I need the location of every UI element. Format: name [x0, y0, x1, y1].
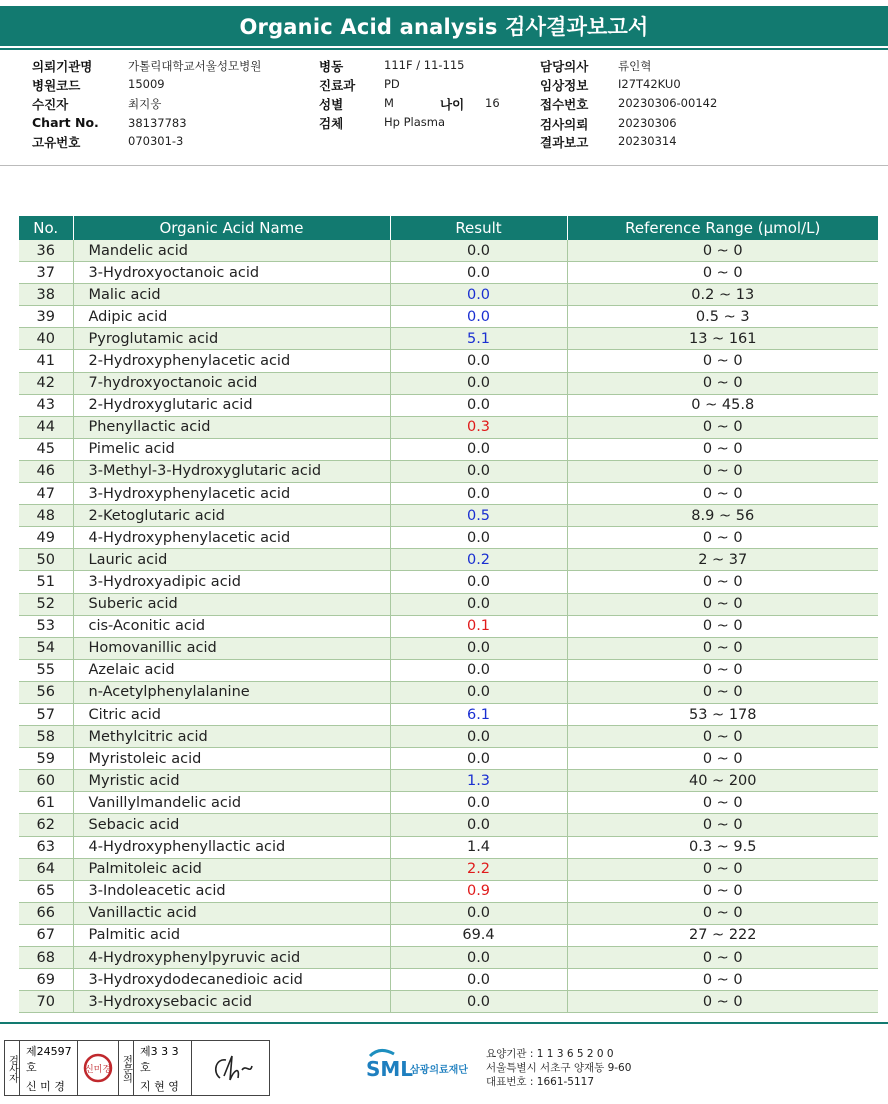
result-value: 69.4: [390, 924, 567, 946]
examiner-name: 신 미 경: [26, 1079, 65, 1093]
specialist-info: [134, 1041, 192, 1095]
row-number: 55: [19, 659, 73, 681]
doctor-label: 담당의사: [540, 59, 589, 74]
reference-range: 0 ~ 0: [567, 726, 878, 748]
header-reference: Reference Range (μmol/L): [567, 216, 878, 240]
result-value: 0.0: [390, 571, 567, 593]
result-value: 0.0: [390, 306, 567, 328]
reference-range: 0 ~ 0: [567, 902, 878, 924]
result-value: 0.0: [390, 394, 567, 416]
acid-name: Suberic acid: [73, 593, 390, 615]
reference-range: 0 ~ 0: [567, 372, 878, 394]
reference-range: 0 ~ 0: [567, 659, 878, 681]
row-number: 54: [19, 637, 73, 659]
row-number: 39: [19, 306, 73, 328]
reference-range: 0 ~ 0: [567, 438, 878, 460]
acid-name: 3-Indoleacetic acid: [73, 880, 390, 902]
row-number: 61: [19, 792, 73, 814]
row-number: 60: [19, 770, 73, 792]
row-number: 43: [19, 394, 73, 416]
results-table: [19, 216, 878, 1013]
age: 16: [485, 96, 500, 110]
result-value: 0.0: [390, 902, 567, 924]
reference-range: 0 ~ 0: [567, 792, 878, 814]
table-row: [19, 483, 878, 505]
svg-text:신미경: 신미경: [84, 1065, 112, 1075]
row-number: 44: [19, 416, 73, 438]
table-row: [19, 615, 878, 637]
table-row: [19, 262, 878, 284]
table-row: [19, 350, 878, 372]
row-number: 38: [19, 284, 73, 306]
reference-range: 8.9 ~ 56: [567, 505, 878, 527]
reference-range: 0 ~ 0: [567, 681, 878, 703]
table-row: [19, 394, 878, 416]
divider: [0, 165, 888, 166]
receipt-no: 20230306-00142: [618, 96, 718, 110]
result-value: 0.9: [390, 880, 567, 902]
handwritten-signature-icon: [192, 1041, 269, 1095]
result-value: 0.0: [390, 947, 567, 969]
acid-name: 3-Hydroxyadipic acid: [73, 571, 390, 593]
acid-name: 2-Hydroxyphenylacetic acid: [73, 350, 390, 372]
table-row: [19, 571, 878, 593]
acid-name: 2-Ketoglutaric acid: [73, 505, 390, 527]
acid-name: 7-hydroxyoctanoic acid: [73, 372, 390, 394]
table-row: [19, 858, 878, 880]
divider: [0, 48, 888, 50]
table-row: [19, 460, 878, 482]
chart-no-label: Chart No.: [32, 115, 99, 130]
result-value: 0.2: [390, 549, 567, 571]
specialist-name: 지 현 영: [140, 1079, 179, 1093]
row-number: 37: [19, 262, 73, 284]
examinee-label: 수진자: [32, 97, 69, 112]
header-no: No.: [19, 216, 73, 240]
table-row: [19, 306, 878, 328]
row-number: 46: [19, 460, 73, 482]
test-request-date: 20230306: [618, 116, 677, 130]
reference-range: 27 ~ 222: [567, 924, 878, 946]
department-label: 진료과: [319, 78, 356, 93]
test-request-label: 검사의뢰: [540, 117, 589, 132]
org-address: 서울특별시 서초구 양재동 9-60: [486, 1062, 632, 1074]
row-number: 51: [19, 571, 73, 593]
result-value: 0.0: [390, 659, 567, 681]
row-number: 41: [19, 350, 73, 372]
examiner-heading: 검사자: [5, 1041, 20, 1095]
acid-name: 3-Hydroxydodecanedioic acid: [73, 969, 390, 991]
acid-name: 3-Hydroxyoctanoic acid: [73, 262, 390, 284]
reference-range: 0 ~ 0: [567, 991, 878, 1013]
table-row: [19, 703, 878, 725]
sex: M: [384, 96, 394, 110]
row-number: 64: [19, 858, 73, 880]
table-row: [19, 836, 878, 858]
row-number: 50: [19, 549, 73, 571]
examiner-info: [20, 1041, 78, 1095]
receipt-no-label: 접수번호: [540, 97, 589, 112]
specimen-label: 검체: [319, 116, 344, 131]
acid-name: 3-Hydroxysebacic acid: [73, 991, 390, 1013]
table-row: [19, 372, 878, 394]
acid-name: Myristoleic acid: [73, 748, 390, 770]
table-row: [19, 991, 878, 1013]
row-number: 42: [19, 372, 73, 394]
table-row: [19, 681, 878, 703]
table-row: [19, 969, 878, 991]
ward: 111F / 11-115: [384, 58, 465, 72]
row-number: 48: [19, 505, 73, 527]
unique-no: 070301-3: [128, 134, 184, 148]
acid-name: Pyroglutamic acid: [73, 328, 390, 350]
acid-name: Palmitic acid: [73, 924, 390, 946]
reference-range: 53 ~ 178: [567, 703, 878, 725]
row-number: 58: [19, 726, 73, 748]
reference-range: 0.5 ~ 3: [567, 306, 878, 328]
age-label: 나이: [440, 97, 465, 112]
result-value: 0.0: [390, 372, 567, 394]
reference-range: 0 ~ 0: [567, 483, 878, 505]
result-value: 6.1: [390, 703, 567, 725]
row-number: 62: [19, 814, 73, 836]
doctor: 류인혁: [618, 59, 652, 73]
reference-range: 0 ~ 0: [567, 527, 878, 549]
patient-info: [0, 52, 888, 164]
result-value: 0.5: [390, 505, 567, 527]
reference-range: 0 ~ 0: [567, 969, 878, 991]
table-row: [19, 637, 878, 659]
acid-name: Methylcitric acid: [73, 726, 390, 748]
header-name: Organic Acid Name: [73, 216, 390, 240]
result-value: 0.0: [390, 748, 567, 770]
table-row: [19, 726, 878, 748]
examiner-license: 제24597호: [26, 1044, 72, 1074]
row-number: 53: [19, 615, 73, 637]
specialist-heading: 전문의: [119, 1041, 134, 1095]
acid-name: Citric acid: [73, 703, 390, 725]
table-row: [19, 792, 878, 814]
reference-range: 0 ~ 0: [567, 947, 878, 969]
unique-no-label: 고유번호: [32, 135, 81, 150]
reference-range: 0.3 ~ 9.5: [567, 836, 878, 858]
result-value: 0.3: [390, 416, 567, 438]
table-row: [19, 924, 878, 946]
row-number: 45: [19, 438, 73, 460]
acid-name: Mandelic acid: [73, 240, 390, 262]
table-row: [19, 947, 878, 969]
reference-range: 0 ~ 0: [567, 571, 878, 593]
header-result: Result: [390, 216, 567, 240]
reference-range: 0 ~ 0: [567, 240, 878, 262]
acid-name: Myristic acid: [73, 770, 390, 792]
reference-range: 0 ~ 0: [567, 748, 878, 770]
result-value: 0.0: [390, 969, 567, 991]
acid-name: Vanillactic acid: [73, 902, 390, 924]
row-number: 66: [19, 902, 73, 924]
table-row: [19, 814, 878, 836]
reference-range: 0 ~ 45.8: [567, 394, 878, 416]
clinical-info: I27T42KU0: [618, 77, 681, 91]
row-number: 52: [19, 593, 73, 615]
row-number: 68: [19, 947, 73, 969]
acid-name: cis-Aconitic acid: [73, 615, 390, 637]
acid-name: 3-Methyl-3-Hydroxyglutaric acid: [73, 460, 390, 482]
svg-text:삼광의료재단: 삼광의료재단: [410, 1065, 468, 1076]
reference-range: 0 ~ 0: [567, 460, 878, 482]
result-value: 0.0: [390, 991, 567, 1013]
row-number: 59: [19, 748, 73, 770]
table-row: [19, 748, 878, 770]
row-number: 67: [19, 924, 73, 946]
reference-range: 0 ~ 0: [567, 350, 878, 372]
result-value: 0.0: [390, 262, 567, 284]
acid-name: Phenyllactic acid: [73, 416, 390, 438]
result-value: 1.3: [390, 770, 567, 792]
result-value: 0.0: [390, 240, 567, 262]
clinical-info-label: 임상정보: [540, 78, 589, 93]
acid-name: 4-Hydroxyphenyllactic acid: [73, 836, 390, 858]
acid-name: Vanillylmandelic acid: [73, 792, 390, 814]
result-value: 0.0: [390, 527, 567, 549]
acid-name: Malic acid: [73, 284, 390, 306]
result-value: 0.0: [390, 726, 567, 748]
hospital-code: 15009: [128, 77, 165, 91]
row-number: 40: [19, 328, 73, 350]
result-value: 0.0: [390, 681, 567, 703]
reference-range: 0 ~ 0: [567, 416, 878, 438]
chart-no: 38137783: [128, 116, 187, 130]
table-row: [19, 770, 878, 792]
row-number: 63: [19, 836, 73, 858]
department: PD: [384, 77, 400, 91]
table-row: [19, 416, 878, 438]
results-table-container: [19, 216, 878, 1013]
row-number: 69: [19, 969, 73, 991]
specimen: Hp Plasma: [384, 115, 446, 129]
result-report-date: 20230314: [618, 134, 677, 148]
requesting-institution-label: 의뢰기관명: [32, 59, 93, 74]
acid-name: Lauric acid: [73, 549, 390, 571]
table-header-row: [19, 216, 878, 240]
reference-range: 0 ~ 0: [567, 615, 878, 637]
table-row: [19, 505, 878, 527]
row-number: 57: [19, 703, 73, 725]
reference-range: 0.2 ~ 13: [567, 284, 878, 306]
row-number: 49: [19, 527, 73, 549]
table-row: [19, 659, 878, 681]
result-value: 0.1: [390, 615, 567, 637]
row-number: 70: [19, 991, 73, 1013]
acid-name: Palmitoleic acid: [73, 858, 390, 880]
result-value: 2.2: [390, 858, 567, 880]
acid-name: Azelaic acid: [73, 659, 390, 681]
reference-range: 40 ~ 200: [567, 770, 878, 792]
reference-range: 0 ~ 0: [567, 593, 878, 615]
table-row: [19, 328, 878, 350]
result-value: 0.0: [390, 483, 567, 505]
result-value: 5.1: [390, 328, 567, 350]
ward-label: 병동: [319, 59, 344, 74]
row-number: 56: [19, 681, 73, 703]
svg-text:SML: SML: [366, 1057, 414, 1081]
hospital-code-label: 병원코드: [32, 78, 81, 93]
table-row: [19, 527, 878, 549]
acid-name: Homovanillic acid: [73, 637, 390, 659]
result-value: 0.0: [390, 792, 567, 814]
specialist-license: 제3 3 3 호: [140, 1044, 179, 1074]
table-row: [19, 240, 878, 262]
acid-name: Adipic acid: [73, 306, 390, 328]
acid-name: 3-Hydroxyphenylacetic acid: [73, 483, 390, 505]
acid-name: Pimelic acid: [73, 438, 390, 460]
report-title: Organic Acid analysis 검사결과보고서: [0, 6, 888, 46]
sml-logo: [366, 1046, 486, 1086]
care-institution-no: 요양기관 : 1 1 3 6 5 2 0 0: [486, 1048, 614, 1060]
divider: [0, 1022, 888, 1024]
signature-box: [4, 1040, 270, 1096]
result-value: 0.0: [390, 284, 567, 306]
result-value: 0.0: [390, 637, 567, 659]
requesting-institution: 가톨릭대학교서울성모병원: [128, 59, 262, 73]
result-value: 1.4: [390, 836, 567, 858]
org-phone: 대표번호 : 1661-5117: [486, 1076, 595, 1088]
table-row: [19, 438, 878, 460]
acid-name: 4-Hydroxyphenylacetic acid: [73, 527, 390, 549]
row-number: 47: [19, 483, 73, 505]
reference-range: 0 ~ 0: [567, 880, 878, 902]
table-row: [19, 880, 878, 902]
reference-range: 2 ~ 37: [567, 549, 878, 571]
organization-info: [486, 1047, 631, 1089]
reference-range: 0 ~ 0: [567, 858, 878, 880]
table-row: [19, 593, 878, 615]
acid-name: Sebacic acid: [73, 814, 390, 836]
result-value: 0.0: [390, 593, 567, 615]
result-value: 0.0: [390, 460, 567, 482]
examinee: 최지웅: [128, 97, 162, 111]
acid-name: 4-Hydroxyphenylpyruvic acid: [73, 947, 390, 969]
reference-range: 13 ~ 161: [567, 328, 878, 350]
row-number: 36: [19, 240, 73, 262]
result-value: 0.0: [390, 350, 567, 372]
reference-range: 0 ~ 0: [567, 262, 878, 284]
sex-label: 성별: [319, 97, 344, 112]
result-report-label: 결과보고: [540, 135, 589, 150]
table-row: [19, 902, 878, 924]
reference-range: 0 ~ 0: [567, 637, 878, 659]
acid-name: n-Acetylphenylalanine: [73, 681, 390, 703]
row-number: 65: [19, 880, 73, 902]
seal-stamp-icon: [78, 1041, 119, 1095]
result-value: 0.0: [390, 438, 567, 460]
acid-name: 2-Hydroxyglutaric acid: [73, 394, 390, 416]
table-row: [19, 284, 878, 306]
reference-range: 0 ~ 0: [567, 814, 878, 836]
result-value: 0.0: [390, 814, 567, 836]
table-row: [19, 549, 878, 571]
